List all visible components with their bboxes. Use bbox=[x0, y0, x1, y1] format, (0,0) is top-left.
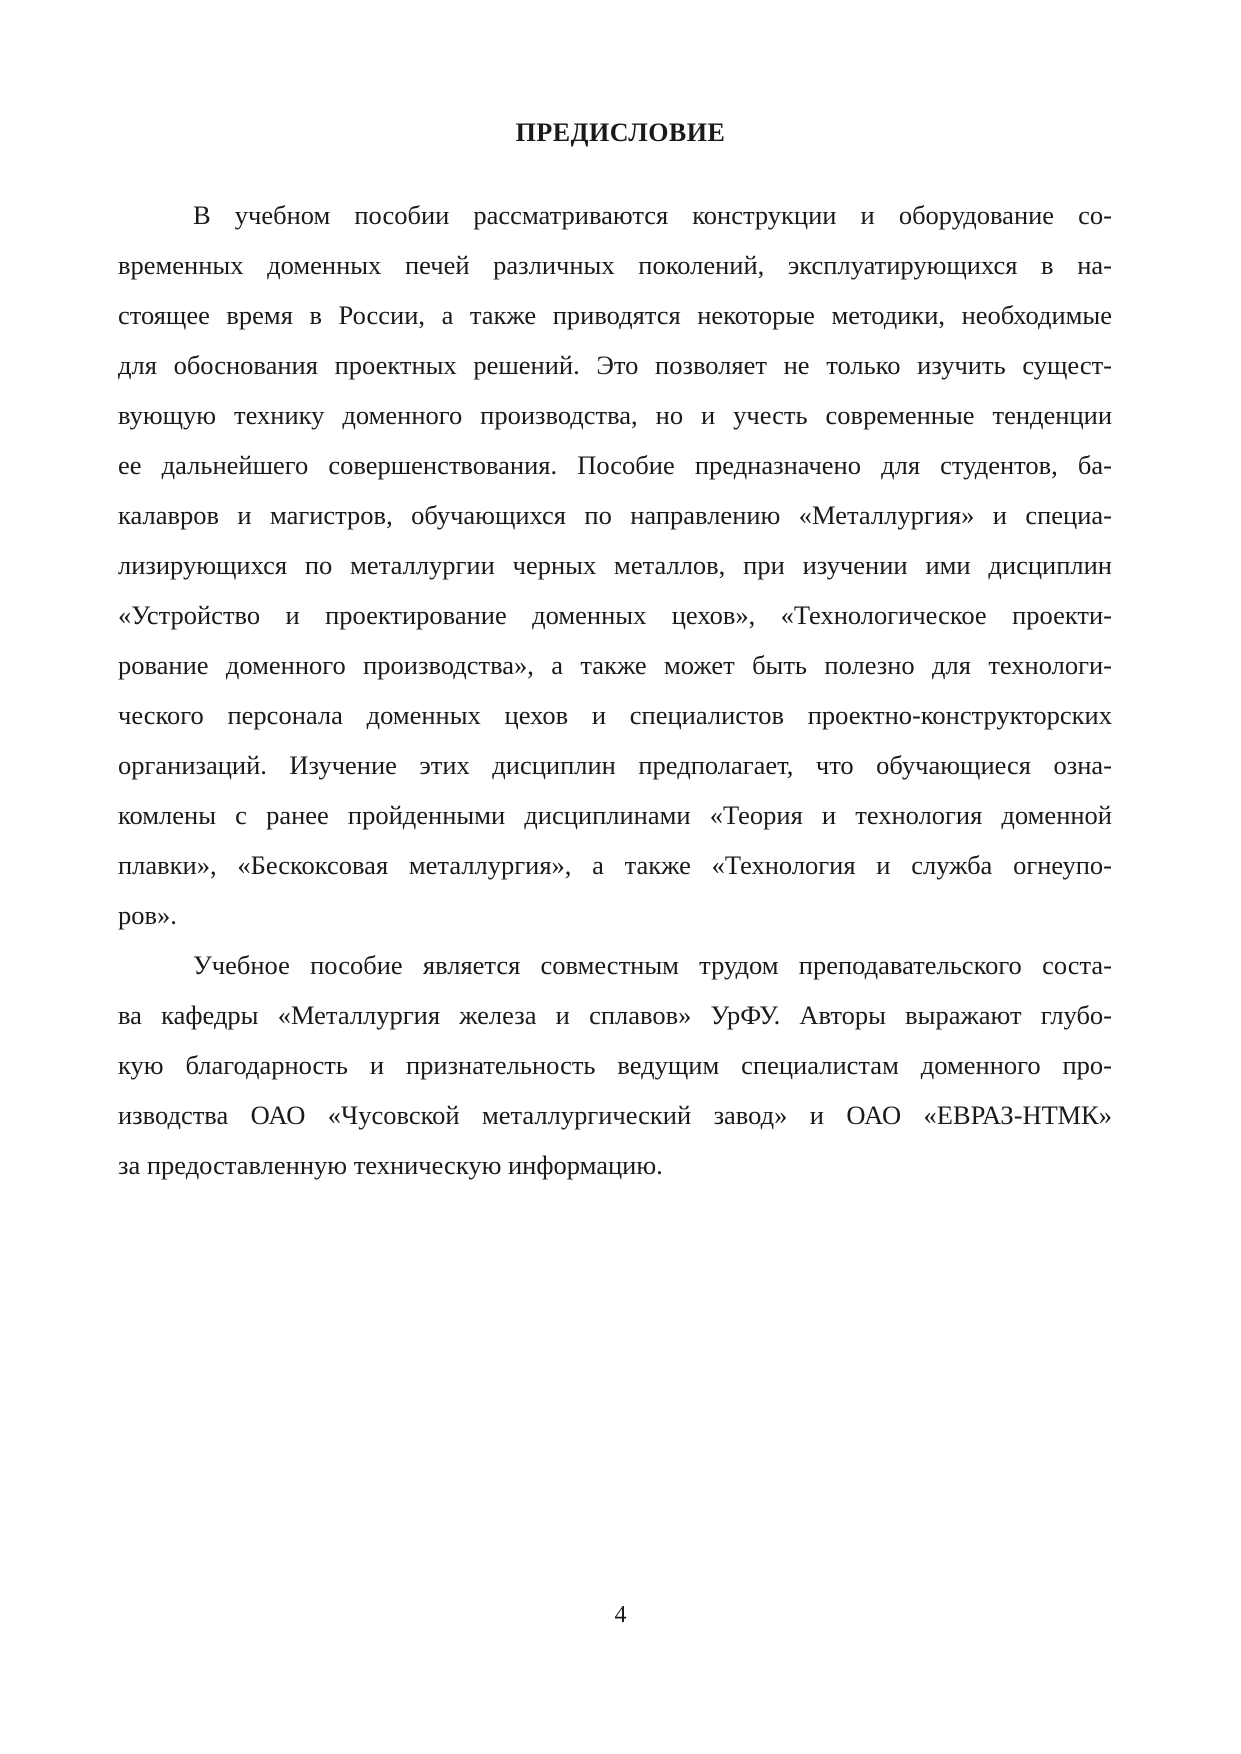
paragraph-1-line: рование доменного производства», а также может быть полезно для технологи- bbox=[118, 650, 1112, 680]
paragraph-1-line: временных доменных печей различных поколений, эксплуатирующихся в на- bbox=[118, 250, 1112, 280]
preface-body bbox=[118, 190, 1112, 1190]
paragraph-1-line: стоящее время в России, а также приводятся некоторые методики, необходимые bbox=[118, 300, 1112, 330]
paragraph-2-line: за предоставленную техническую информацию. bbox=[118, 1150, 663, 1180]
paragraph-1-line: лизирующихся по металлургии черных металлов, при изучении ими дисциплин bbox=[118, 550, 1112, 580]
paragraph-1-line: плавки», «Бескоксовая металлургия», а также «Технология и служба огнеупо- bbox=[118, 850, 1112, 880]
paragraph-1-line: организаций. Изучение этих дисциплин предполагает, что обучающиеся озна- bbox=[118, 750, 1112, 780]
paragraph-1-line: «Устройство и проектирование доменных цехов», «Технологическое проекти- bbox=[118, 600, 1112, 630]
page-number: 4 bbox=[614, 1602, 627, 1628]
paragraph-1-line: комлены с ранее пройденными дисциплинами «Теория и технология доменной bbox=[118, 800, 1112, 830]
paragraph-1-line: вующую технику доменного производства, но и учесть современные тенденции bbox=[118, 400, 1112, 430]
paragraph-1-line: калавров и магистров, обучающихся по направлению «Металлургия» и специа- bbox=[118, 500, 1112, 530]
paragraph-2-line: изводства ОАО «Чусовской металлургический завод» и ОАО «ЕВРАЗ-НТМК» bbox=[118, 1100, 1112, 1130]
paragraph-1-line: ров». bbox=[118, 900, 177, 930]
paragraph-1-line: для обоснования проектных решений. Это позволяет не только изучить сущест- bbox=[118, 350, 1112, 380]
paragraph-1-line: ческого персонала доменных цехов и специалистов проектно-конструкторских bbox=[118, 700, 1112, 730]
paragraph-2-line: Учебное пособие является совместным трудом преподавательского соста- bbox=[193, 950, 1112, 980]
paragraph-1-line: В учебном пособии рассматриваются конструкции и оборудование со- bbox=[193, 200, 1112, 230]
paragraph-2-line: кую благодарность и признательность ведущим специалистам доменного про- bbox=[118, 1050, 1112, 1080]
page-title: ПРЕДИСЛОВИЕ bbox=[515, 118, 726, 147]
paragraph-2-line: ва кафедры «Металлургия железа и сплавов» УрФУ. Авторы выражают глубо- bbox=[118, 1000, 1112, 1030]
paragraph-1-line: ее дальнейшего совершенствования. Пособие предназначено для студентов, ба- bbox=[118, 450, 1112, 480]
